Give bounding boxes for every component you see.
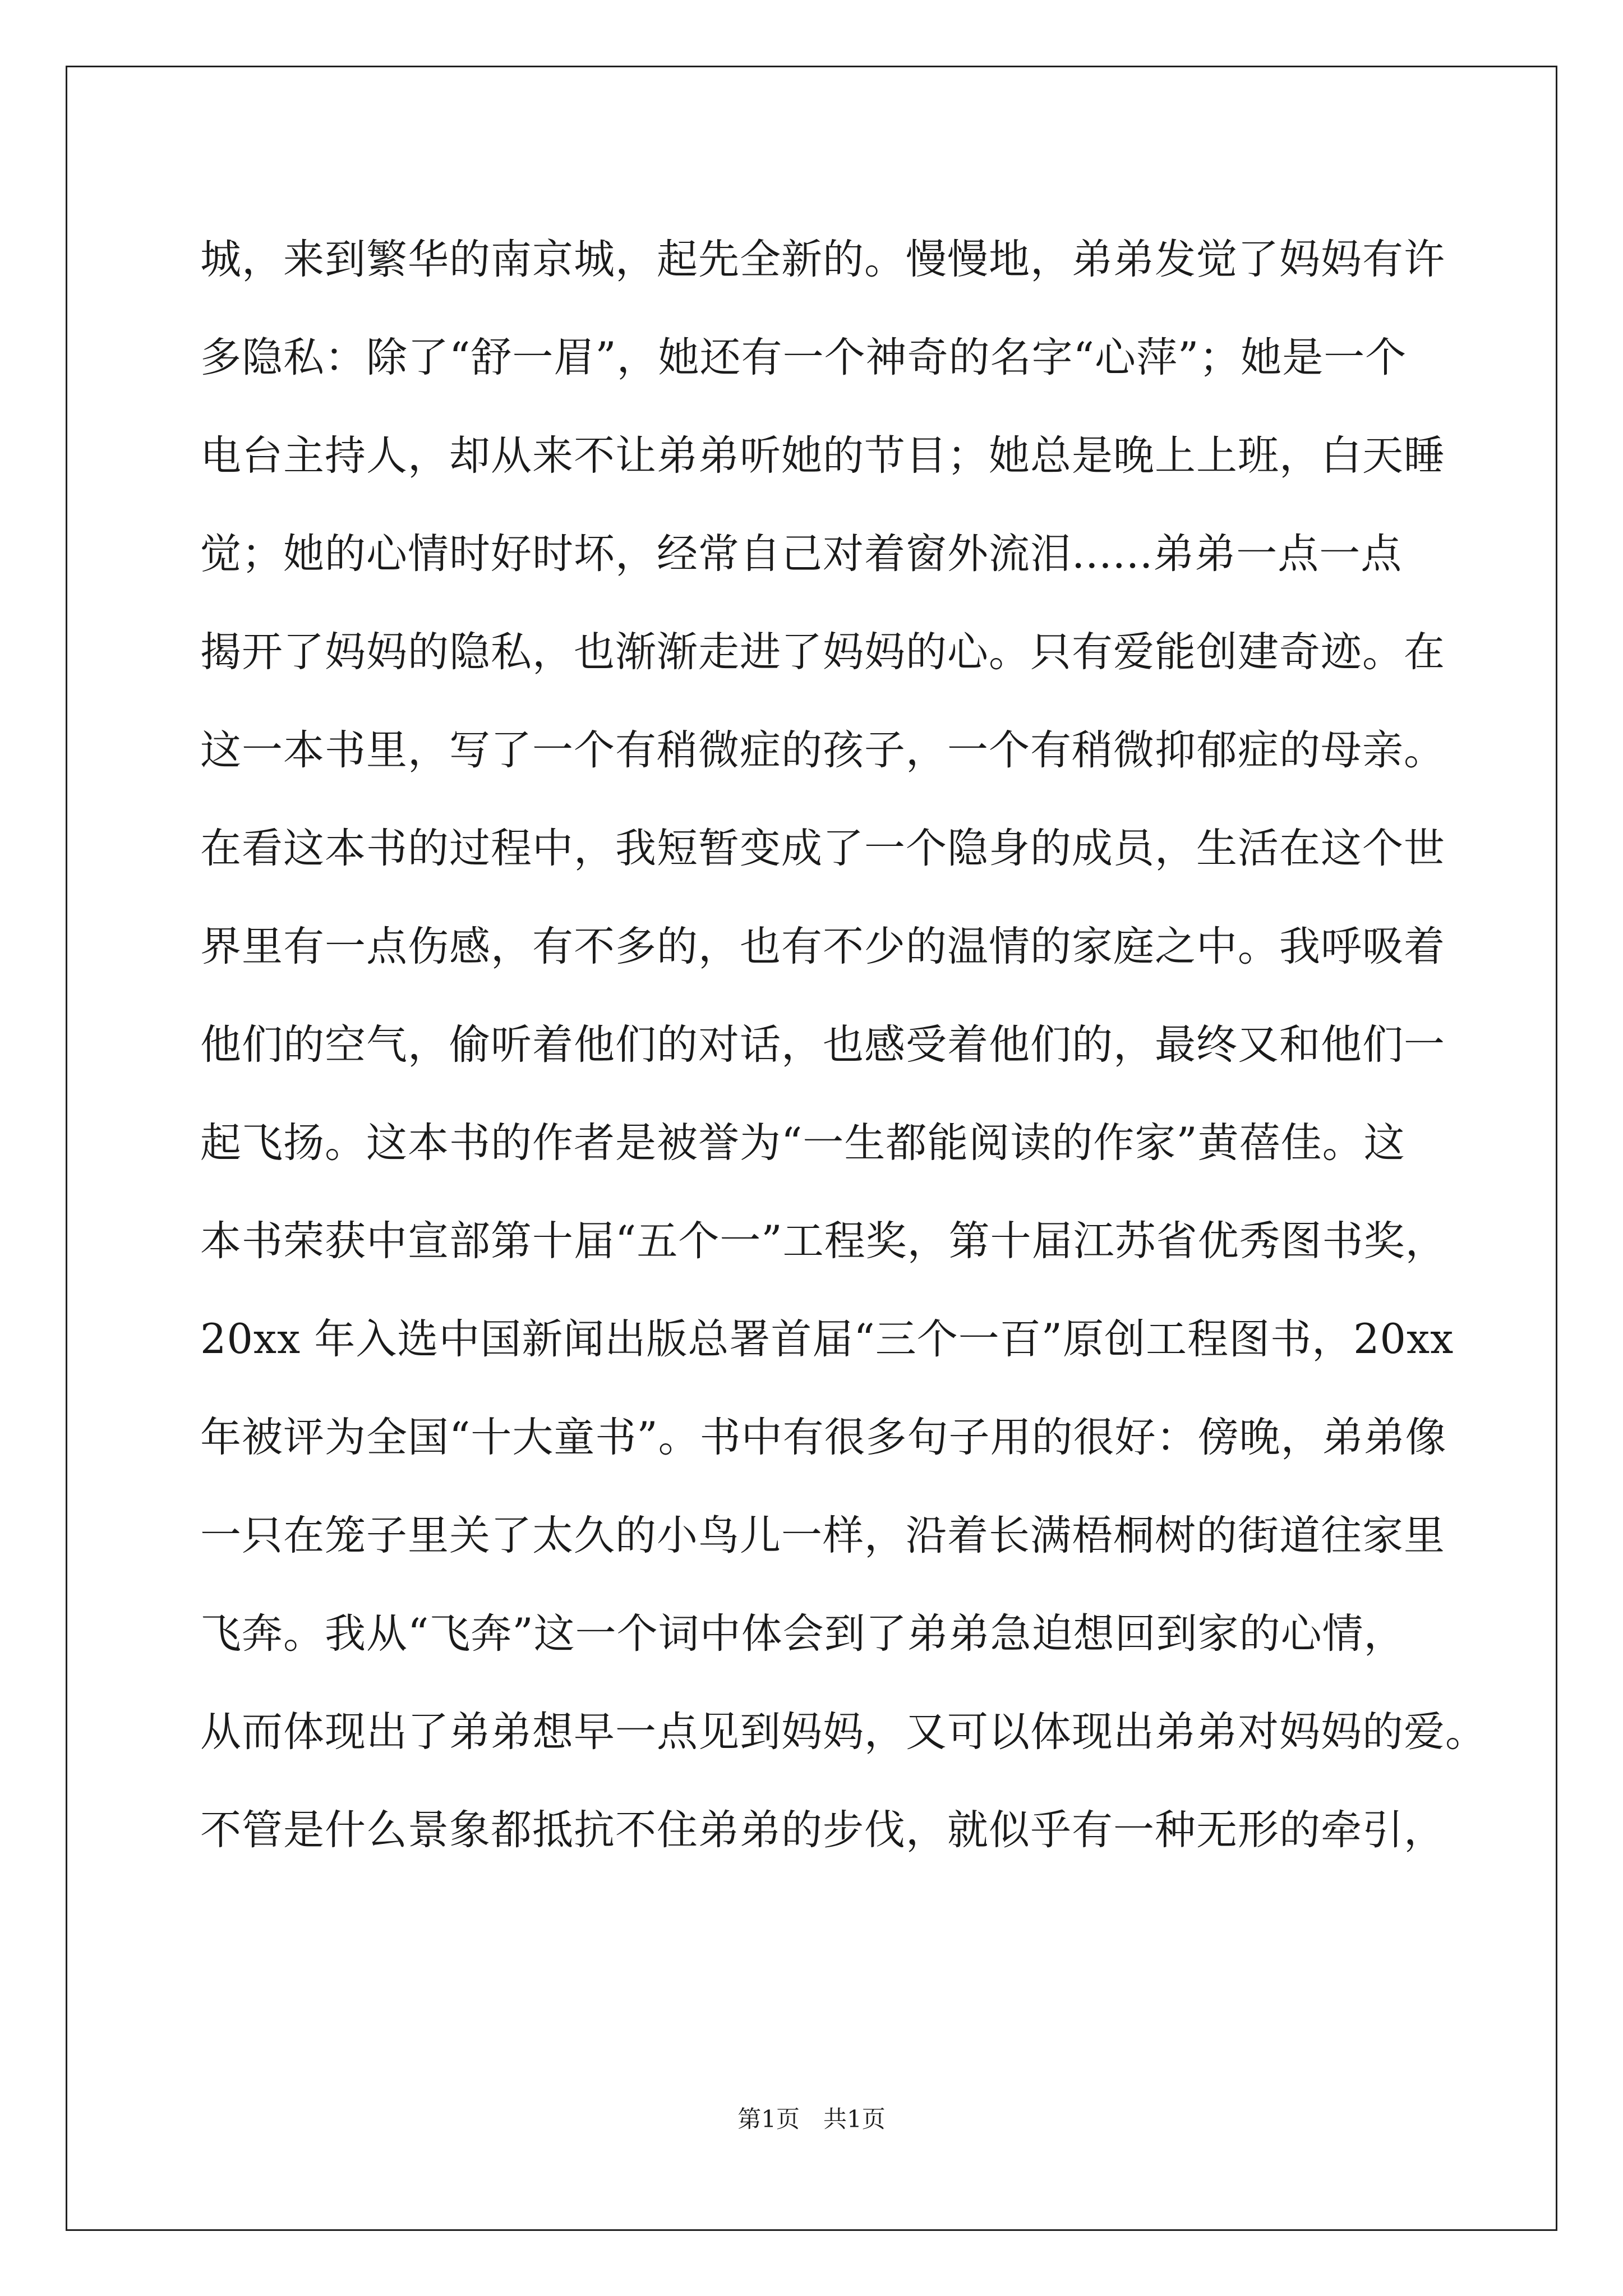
text-line: 在看这本书的过程中，我短暂变成了一个隐身的成员，生活在这个世	[200, 825, 1445, 872]
text-line: 飞奔。我从“飞奔”这一个词中体会到了弟弟急迫想回到家的心情，	[200, 1610, 1405, 1658]
text-line: 不管是什么景象都抵抗不住弟弟的步伐，就似乎有一种无形的牵引，	[200, 1806, 1445, 1854]
document-body	[200, 210, 1487, 1879]
text-line: 从而体现出了弟弟想早一点见到妈妈，又可以体现出弟弟对妈妈的爱。	[200, 1708, 1487, 1756]
text-line: 20xx 年入选中国新闻出版总署首届“三个一百”原创工程图书，20xx	[200, 1315, 1454, 1363]
text-line: 起飞扬。这本书的作者是被誉为“一生都能阅读的作家”黄蓓佳。这	[200, 1119, 1405, 1167]
page-footer: 第1页 共1页	[737, 2105, 886, 2133]
text-line: 他们的空气，偷听着他们的对话，也感受着他们的，最终又和他们一	[200, 1021, 1445, 1069]
text-line: 电台主持人，却从来不让弟弟听她的节目；她总是晚上上班，白天睡	[200, 432, 1445, 480]
text-line: 界里有一点伤感，有不多的，也有不少的温情的家庭之中。我呼吸着	[200, 923, 1445, 970]
text-line: 年被评为全国“十大童书”。书中有很多句子用的很好：傍晚，弟弟像	[200, 1414, 1447, 1461]
text-line: 这一本书里，写了一个有稍微症的孩子，一个有稍微抑郁症的母亲。	[200, 726, 1445, 774]
text-line: 揭开了妈妈的隐私，也渐渐走进了妈妈的心。只有爱能创建奇迹。在	[200, 628, 1445, 676]
text-line: 多隐私：除了“舒一眉”，她还有一个神奇的名字“心萍”；她是一个	[200, 334, 1407, 381]
text-line: 城，来到繁华的南京城，起先全新的。慢慢地，弟弟发觉了妈妈有许	[200, 236, 1445, 283]
text-line: 觉；她的心情时好时坏，经常自己对着窗外流泪......弟弟一点一点	[200, 530, 1403, 578]
text-line: 一只在笼子里关了太久的小鸟儿一样，沿着长满梧桐树的街道往家里	[200, 1512, 1445, 1559]
text-line: 本书荣获中宣部第十届“五个一”工程奖，第十届江苏省优秀图书奖，	[200, 1217, 1447, 1265]
